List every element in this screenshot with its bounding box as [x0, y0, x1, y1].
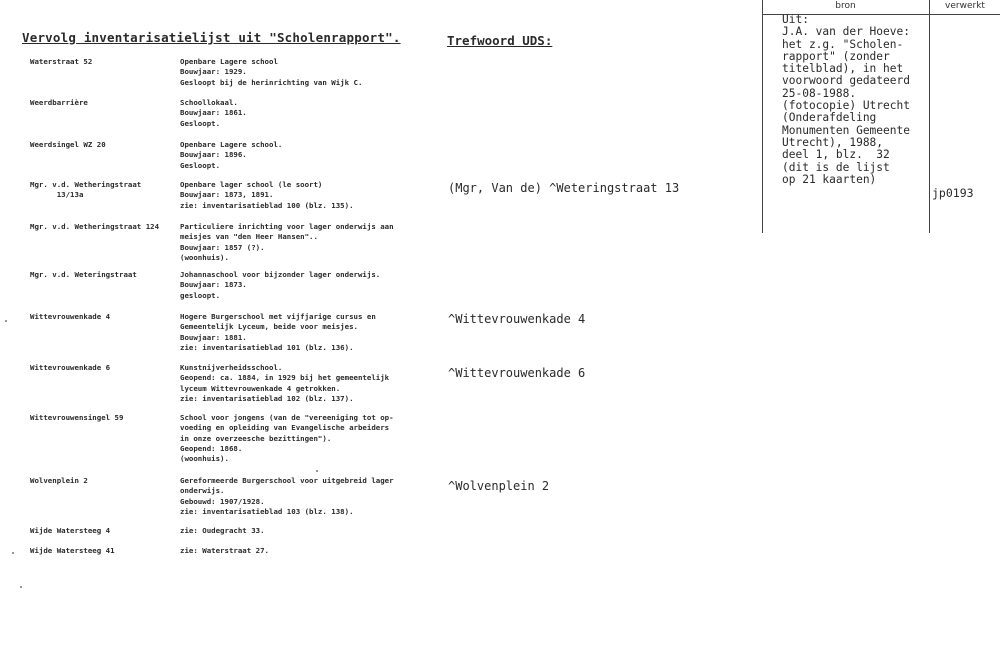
trefwoord-weteringstraat-13: (Mgr, Van de) ^Weteringstraat 13 — [448, 181, 680, 195]
column-header-verwerkt: verwerkt — [930, 0, 1000, 15]
trefwoord-heading: Trefwoord UDS: — [447, 33, 553, 48]
entry-description: Hogere Burgerschool met vijfjarige cursus en Gemeentelijk Lyceum, beide voor meisjes. Bouwjaar: 1881. zie: inventarisatieblad 101 (blz. 136). — [180, 312, 376, 352]
entry-address: Wijde Watersteeg 4 — [30, 526, 111, 535]
title-rest: inventarisatielijst uit "Scholenrapport". — [76, 30, 401, 45]
entry-address: Wolvenplein 2 — [30, 476, 88, 485]
trefwoord-wittevrouwenkade-6: ^Wittevrouwenkade 6 — [448, 366, 586, 380]
speck — [5, 320, 7, 322]
entry-address: Mgr. v.d. Weteringstraat — [30, 270, 137, 279]
entry-description: Openbare lager school (le soort) Bouwjaar: 1873, 1891. zie: inventarisatieblad 100 (blz. 135). — [180, 180, 354, 210]
source-table — [762, 0, 1000, 233]
entry-address: Wittevrouwensingel 59 — [30, 413, 124, 422]
entry-description: zie: Oudegracht 33. — [180, 526, 265, 535]
page-title — [22, 30, 401, 45]
column-header-bron: bron — [762, 0, 929, 15]
speck — [12, 552, 14, 554]
entry-address: Mgr. v.d. Wetheringstraat 13/13a — [30, 180, 142, 200]
entry-description: Particuliere inrichting voor lager onderwijs aan meisjes van "den Heer Hansen".. Bouwjaar: 1857 (?). (woonhuis). — [180, 222, 394, 262]
entry-description: Johannaschool voor bijzonder lager onderwijs. Bouwjaar: 1873. gesloopt. — [180, 270, 381, 300]
entry-address: Weerdsingel WZ 20 — [30, 140, 106, 149]
entry-address: Wijde Watersteeg 41 — [30, 546, 115, 555]
entry-description: School voor jongens (van de "vereeniging tot op- voeding en opleiding van Evangelische arbeiders in onze overzeesche bezittingen"). Geopend: 1868. (woonhuis). — [180, 413, 394, 464]
speck — [20, 586, 22, 588]
entry-description: Openbare Lagere school. Bouwjaar: 1896. Gesloopt. — [180, 140, 283, 170]
table-column-divider — [929, 0, 930, 233]
entry-address: Wittevrouwenkade 4 — [30, 312, 111, 321]
entry-address: Wittevrouwenkade 6 — [30, 363, 111, 372]
entry-address: Weerdbarrière — [30, 98, 88, 107]
title-vervolg: Vervolg — [22, 30, 77, 45]
entry-description: Openbare Lagere school Bouwjaar: 1929. Gesloopt bij de herinrichting van Wijk C. — [180, 57, 363, 87]
table-border-left — [762, 0, 763, 233]
source-citation: Uit: J.A. van der Hoeve: het z.g. "Scholen- rapport" (zonder titelblad), in het voorwoord gedateerd 25-08-1988. (fotocopie) Utrecht (Onderafdeling Monumenten Gemeente Utrecht), 1988, deel 1, blz. 32 (dit is de lijst op 21 kaarten) — [782, 13, 910, 186]
entry-description: Schoollokaal. Bouwjaar: 1861. Gesloopt. — [180, 98, 247, 128]
entry-description: Gereformeerde Burgerschool voor uitgebreid lager onderwijs. Gebouwd: 1907/1928. zie: inventarisatieblad 103 (blz. 138). — [180, 476, 394, 516]
speck — [316, 470, 318, 472]
processed-code: jp0193 — [932, 186, 974, 200]
entry-address: Mgr. v.d. Wetheringstraat 124 — [30, 222, 160, 231]
entry-description: Kunstnijverheidsschool. Geopend: ca. 1884, in 1929 bij het gemeentelijk lyceum Wittevrouwenkade 4 getrokken. zie: inventarisatieblad 102 (blz. 137). — [180, 363, 390, 403]
entry-description: zie: Waterstraat 27. — [180, 546, 269, 555]
trefwoord-wittevrouwenkade-4: ^Wittevrouwenkade 4 — [448, 312, 586, 326]
trefwoord-wolvenplein-2: ^Wolvenplein 2 — [448, 479, 550, 493]
entry-address: Waterstraat 52 — [30, 57, 93, 66]
